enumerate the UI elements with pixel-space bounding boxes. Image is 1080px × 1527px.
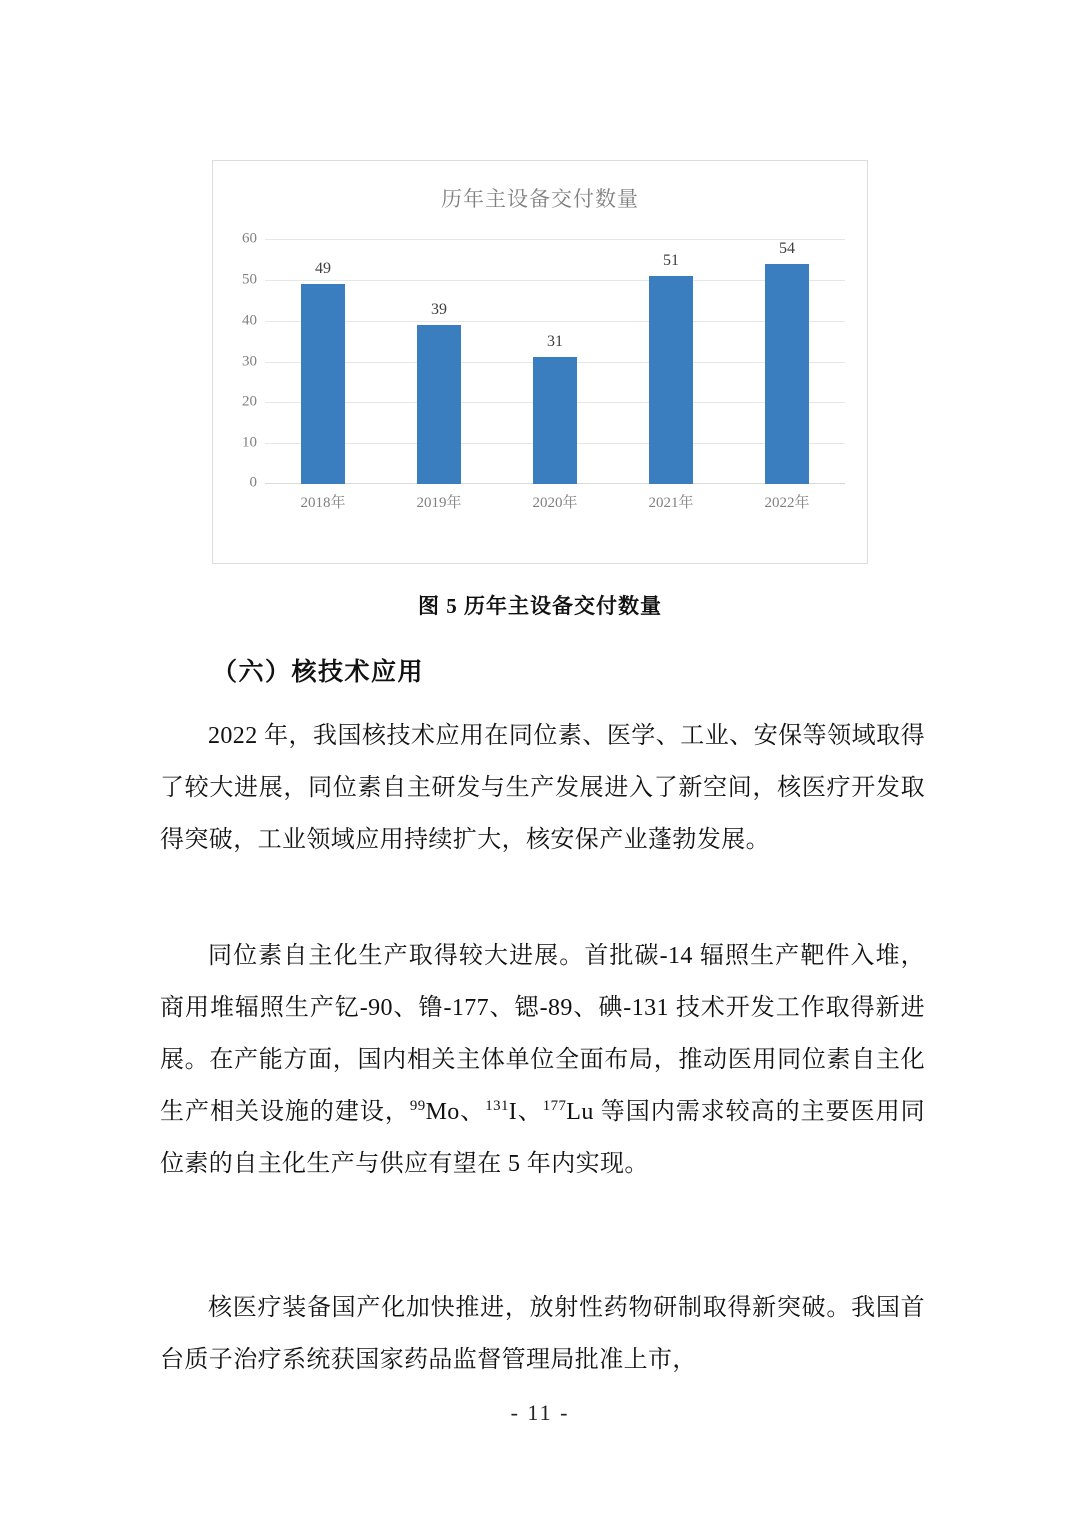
paragraph-1 <box>160 710 925 866</box>
xtick-2018: 2018年 <box>300 495 346 511</box>
figure-caption: 图 5 历年主设备交付数量 <box>418 594 662 618</box>
bar-2021 <box>649 276 693 484</box>
ytick-50: 50 <box>242 271 257 288</box>
xtick-2020: 2020年 <box>532 495 578 511</box>
bar-chart <box>212 160 868 564</box>
bar-slot-2019 <box>382 239 495 484</box>
bar-value-2020: 31 <box>547 333 563 351</box>
chart-bars <box>265 239 845 484</box>
paragraph-3 <box>160 1282 925 1386</box>
bar-2019 <box>417 325 461 484</box>
isotope-i-label: I、 <box>508 1099 543 1125</box>
paragraph-2-text <box>160 930 925 1190</box>
paragraph-2-part1: 同位素自主化生产取得较大进展。首批碳-14 辐照生产靶件入堆，商用堆辐照生产钇-90、镥-177、锶-89、碘-131 技术开发工作取得新进展。在产能方面，国内相关主体单位全面布局，推动医用同位素自主化生产相关设施的建设， <box>160 943 925 1125</box>
chart-plot-area <box>242 230 845 491</box>
paragraph-2 <box>160 930 925 1190</box>
ytick-0: 0 <box>249 474 257 491</box>
isotope-99-superscript: 99 <box>409 1098 426 1114</box>
ytick-20: 20 <box>242 393 257 410</box>
xtick-2022: 2022年 <box>764 495 810 511</box>
bar-slot-2022 <box>730 239 843 484</box>
isotope-mo-label: Mo、 <box>425 1099 486 1125</box>
xtick-2021: 2021年 <box>648 495 694 511</box>
bar-slot-2018 <box>266 239 379 484</box>
bar-value-2022: 54 <box>779 239 795 257</box>
isotope-177-superscript: 177 <box>542 1098 567 1114</box>
ytick-40: 40 <box>242 312 257 329</box>
bar-value-2019: 39 <box>431 300 447 318</box>
isotope-lu-label: Lu 等 <box>566 1099 626 1125</box>
chart-x-tick-labels <box>265 491 845 512</box>
ytick-60: 60 <box>242 230 257 247</box>
chart-title: 历年主设备交付数量 <box>441 187 639 211</box>
bar-2020 <box>533 357 577 484</box>
bar-value-2018: 49 <box>315 259 331 277</box>
xtick-2019: 2019年 <box>416 495 462 511</box>
ytick-30: 30 <box>242 353 257 369</box>
paragraph-2-part2: 国内需求较高的主要医用同位素的自主化生产与供应有望在 5 年内实现。 <box>160 1099 925 1177</box>
page-number: - 11 - <box>510 1400 570 1425</box>
bar-2022 <box>765 264 809 485</box>
ytick-10: 10 <box>242 434 257 451</box>
bar-slot-2020 <box>498 239 611 484</box>
isotope-131-superscript: 131 <box>485 1098 509 1114</box>
paragraph-3-text: 核医疗装备国产化加快推进，放射性药物研制取得新突破。我国首台质子治疗系统获国家药品监督管理局批准上市， <box>160 1295 925 1373</box>
section-heading: （六）核技术应用 <box>212 659 425 686</box>
bar-2018 <box>301 284 345 484</box>
paragraph-1-text: 2022 年，我国核技术应用在同位素、医学、工业、安保等领域取得了较大进展，同位素自主研发与生产发展进入了新空间，核医疗开发取得突破，工业领域应用持续扩大，核安保产业蓬勃发展。 <box>160 723 925 853</box>
bar-value-2021: 51 <box>663 251 679 269</box>
bar-slot-2021 <box>614 239 727 484</box>
